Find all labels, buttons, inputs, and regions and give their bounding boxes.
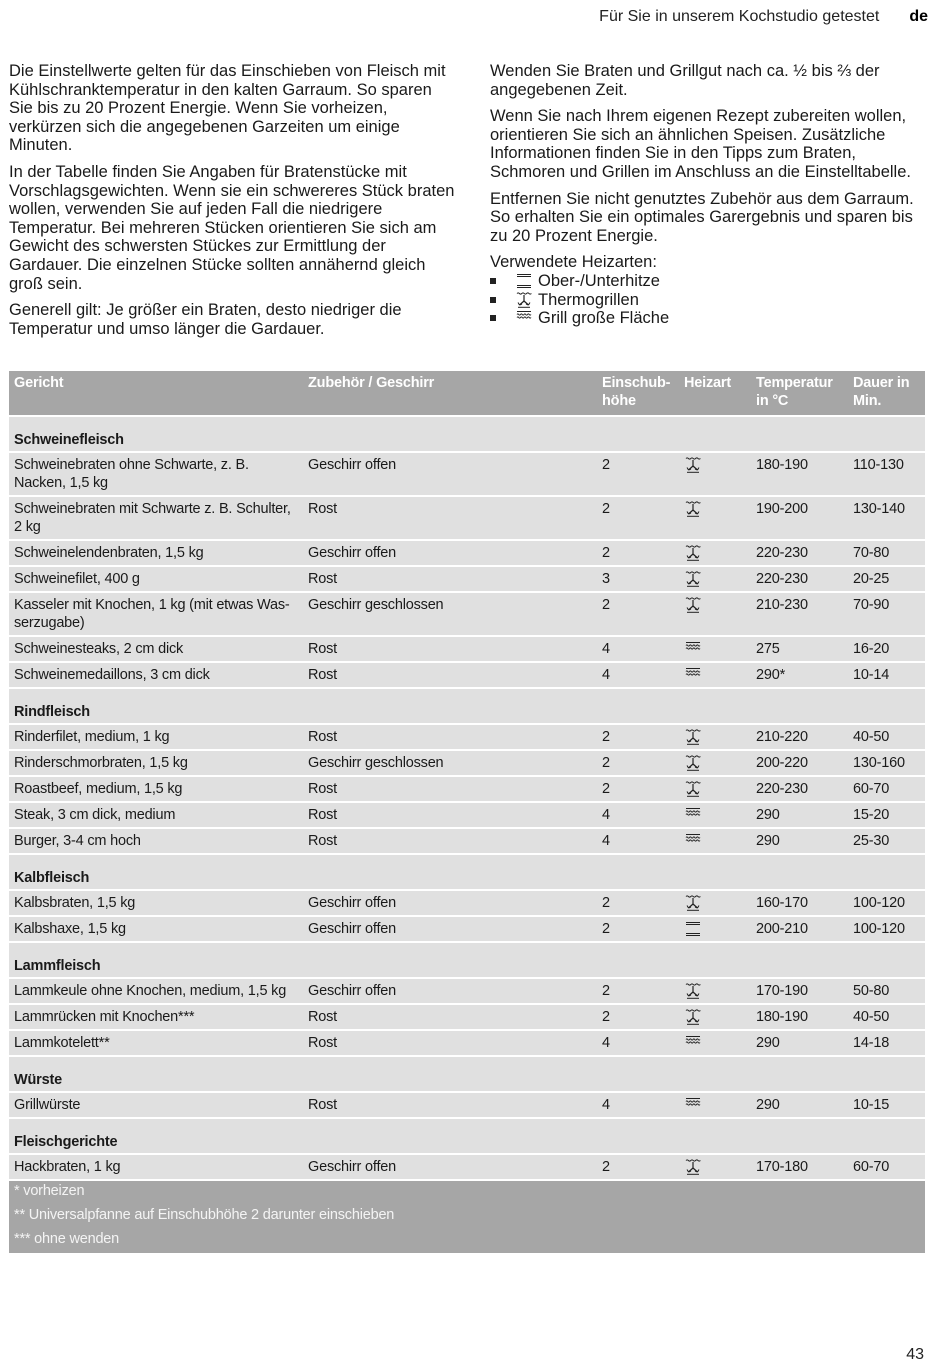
cell-heizart bbox=[679, 540, 751, 566]
header-title: Für Sie in unserem Kochstudio getestet bbox=[599, 8, 880, 25]
footnote-row bbox=[9, 1227, 925, 1253]
cell-temperatur: 290 bbox=[751, 828, 848, 854]
cell-temperatur: 220-230 bbox=[751, 776, 848, 802]
cell-temperatur: 190-200 bbox=[751, 496, 848, 540]
cell-dauer: 110-130 bbox=[848, 452, 925, 496]
cell-dauer: 130-160 bbox=[848, 750, 925, 776]
cell-dauer: 60-70 bbox=[848, 1154, 925, 1180]
footnote-text: ** Universalpfanne auf Einschubhöhe 2 darunter einschieben bbox=[9, 1203, 925, 1227]
table-row bbox=[9, 496, 925, 540]
intro-paragraph: Wenn Sie nach Ihrem eigenen Rezept zubereiten wollen, orientieren Sie sich an ähnlichen Speisen. Zusätzliche Informationen finden Sie in den Tipps zum Braten, Schmoren und Grillen im Anschluss an die Einstelltabelle. bbox=[490, 107, 911, 181]
cell-zubehoer: Geschirr offen bbox=[303, 1154, 597, 1180]
cell-einschub: 4 bbox=[597, 636, 679, 662]
cell-temperatur: 160-170 bbox=[751, 890, 848, 916]
header-dauer-line2: Min. bbox=[853, 393, 882, 409]
table-row bbox=[9, 1154, 925, 1180]
heizart-label: Grill große Fläche bbox=[538, 309, 670, 328]
cell-dauer: 50-80 bbox=[848, 978, 925, 1004]
cell-zubehoer: Rost bbox=[303, 802, 597, 828]
cell-dauer: 20-25 bbox=[848, 566, 925, 592]
thermogrill-icon bbox=[514, 292, 534, 308]
cell-temperatur: 290 bbox=[751, 1030, 848, 1056]
cell-zubehoer: Geschirr geschlossen bbox=[303, 750, 597, 776]
cell-zubehoer: Rost bbox=[303, 724, 597, 750]
cell-zubehoer: Geschirr offen bbox=[303, 540, 597, 566]
thermogrill-icon bbox=[684, 755, 702, 771]
cell-einschub: 2 bbox=[597, 890, 679, 916]
heizart-label: Thermogrillen bbox=[538, 290, 639, 309]
language-code: de bbox=[909, 8, 928, 25]
category-row bbox=[9, 1056, 925, 1092]
cell-dauer: 15-20 bbox=[848, 802, 925, 828]
heizart-item-grill bbox=[490, 309, 925, 328]
intro-left-column bbox=[9, 62, 459, 346]
cell-heizart bbox=[679, 724, 751, 750]
header-temperatur-line1: Temperatur bbox=[756, 375, 833, 391]
bullet-icon bbox=[490, 278, 496, 284]
table-row bbox=[9, 662, 925, 688]
cell-einschub: 2 bbox=[597, 916, 679, 942]
table-row bbox=[9, 592, 925, 636]
cell-temperatur: 220-230 bbox=[751, 540, 848, 566]
cell-zubehoer: Geschirr offen bbox=[303, 890, 597, 916]
cell-temperatur: 170-180 bbox=[751, 1154, 848, 1180]
cell-gericht: Lammrücken mit Knochen*** bbox=[9, 1004, 303, 1030]
cell-gericht: Kasseler mit Knochen, 1 kg (mit etwas Was-serzugabe) bbox=[9, 592, 303, 636]
cell-heizart bbox=[679, 496, 751, 540]
thermogrill-icon bbox=[684, 571, 702, 587]
cell-dauer: 70-90 bbox=[848, 592, 925, 636]
cell-einschub: 2 bbox=[597, 496, 679, 540]
cell-temperatur: 200-210 bbox=[751, 916, 848, 942]
table-row bbox=[9, 452, 925, 496]
grill-large-icon bbox=[684, 1035, 702, 1051]
cell-gericht: Rinderschmorbraten, 1,5 kg bbox=[9, 750, 303, 776]
cell-heizart bbox=[679, 890, 751, 916]
grill-large-icon bbox=[514, 310, 534, 326]
cell-heizart bbox=[679, 452, 751, 496]
cell-dauer: 60-70 bbox=[848, 776, 925, 802]
cell-temperatur: 200-220 bbox=[751, 750, 848, 776]
footnote-text: *** ohne wenden bbox=[9, 1227, 925, 1253]
cell-temperatur: 210-220 bbox=[751, 724, 848, 750]
cell-heizart bbox=[679, 1092, 751, 1118]
top-bottom-heat-icon bbox=[684, 921, 702, 937]
cell-dauer: 100-120 bbox=[848, 890, 925, 916]
category-title: Kalbfleisch bbox=[9, 854, 925, 890]
thermogrill-icon bbox=[684, 895, 702, 911]
cell-gericht: Schweinemedaillons, 3 cm dick bbox=[9, 662, 303, 688]
category-row bbox=[9, 854, 925, 890]
intro-paragraph: In der Tabelle finden Sie Angaben für Bratenstücke mit Vorschlagsgewichten. Wenn sie ein schwereres Stück braten wollen, verwenden Sie auf jeden Fall die niedrigere Temperatur. Bei mehreren Stücken orientieren Sie sich am Gewicht des schwersten Stückes zur Ermittlung der Gardauer. Die einzelnen Stücke sollten annähernd gleich groß sein. bbox=[9, 162, 455, 293]
cell-einschub: 4 bbox=[597, 1092, 679, 1118]
cell-zubehoer: Geschirr geschlossen bbox=[303, 592, 597, 636]
category-row bbox=[9, 1118, 925, 1154]
grill-large-icon bbox=[684, 833, 702, 849]
cell-temperatur: 180-190 bbox=[751, 1004, 848, 1030]
cell-zubehoer: Rost bbox=[303, 1092, 597, 1118]
heizarten-list bbox=[490, 272, 925, 328]
cell-heizart bbox=[679, 978, 751, 1004]
cell-zubehoer: Rost bbox=[303, 1004, 597, 1030]
cell-gericht: Schweinebraten mit Schwarte z. B. Schulter, 2 kg bbox=[9, 496, 303, 540]
cell-temperatur: 210-230 bbox=[751, 592, 848, 636]
cell-einschub: 4 bbox=[597, 1030, 679, 1056]
thermogrill-icon bbox=[684, 781, 702, 797]
category-title: Würste bbox=[9, 1056, 925, 1092]
header-gericht: Gericht bbox=[9, 371, 303, 416]
cell-heizart bbox=[679, 802, 751, 828]
table-row bbox=[9, 636, 925, 662]
cell-gericht: Roastbeef, medium, 1,5 kg bbox=[9, 776, 303, 802]
cell-heizart bbox=[679, 592, 751, 636]
cell-einschub: 4 bbox=[597, 828, 679, 854]
cell-dauer: 100-120 bbox=[848, 916, 925, 942]
heizarten-label: Verwendete Heizarten: bbox=[490, 253, 657, 272]
footnote-row bbox=[9, 1203, 925, 1227]
grill-large-icon bbox=[684, 641, 702, 657]
header-zubehoer: Zubehör / Geschirr bbox=[303, 371, 597, 416]
cell-dauer: 25-30 bbox=[848, 828, 925, 854]
cell-gericht: Lammkotelett** bbox=[9, 1030, 303, 1056]
cell-zubehoer: Rost bbox=[303, 776, 597, 802]
cell-einschub: 3 bbox=[597, 566, 679, 592]
cell-dauer: 70-80 bbox=[848, 540, 925, 566]
header-temperatur-line2: in °C bbox=[756, 393, 789, 409]
cell-zubehoer: Geschirr offen bbox=[303, 978, 597, 1004]
cell-heizart bbox=[679, 636, 751, 662]
cell-temperatur: 180-190 bbox=[751, 452, 848, 496]
bullet-icon bbox=[490, 297, 496, 303]
table-row bbox=[9, 802, 925, 828]
cell-einschub: 4 bbox=[597, 802, 679, 828]
cell-dauer: 10-15 bbox=[848, 1092, 925, 1118]
table-row bbox=[9, 566, 925, 592]
thermogrill-icon bbox=[684, 983, 702, 999]
top-bottom-heat-icon bbox=[514, 273, 534, 289]
cell-temperatur: 170-190 bbox=[751, 978, 848, 1004]
cell-zubehoer: Rost bbox=[303, 662, 597, 688]
cell-temperatur: 290 bbox=[751, 802, 848, 828]
cell-gericht: Schweinesteaks, 2 cm dick bbox=[9, 636, 303, 662]
heizart-item-thermogrill bbox=[490, 291, 925, 310]
thermogrill-icon bbox=[684, 457, 702, 473]
table-row bbox=[9, 776, 925, 802]
cell-zubehoer: Rost bbox=[303, 566, 597, 592]
cell-heizart bbox=[679, 776, 751, 802]
cell-heizart bbox=[679, 662, 751, 688]
cell-einschub: 2 bbox=[597, 1154, 679, 1180]
cell-temperatur: 290 bbox=[751, 1092, 848, 1118]
intro-paragraph: Entfernen Sie nicht genutztes Zubehör aus dem Garraum. So erhalten Sie ein optimales Garergebnis und sparen bis zu 20 Prozent Energie. bbox=[490, 189, 914, 245]
cell-zubehoer: Geschirr offen bbox=[303, 916, 597, 942]
cell-zubehoer: Rost bbox=[303, 1030, 597, 1056]
cell-einschub: 2 bbox=[597, 750, 679, 776]
cell-einschub: 4 bbox=[597, 662, 679, 688]
header-einschub bbox=[597, 371, 679, 416]
category-row bbox=[9, 942, 925, 978]
cell-einschub: 2 bbox=[597, 724, 679, 750]
footnote-text: * vorheizen bbox=[9, 1180, 925, 1203]
cell-heizart bbox=[679, 1004, 751, 1030]
heizart-label: Ober-/Unterhitze bbox=[538, 271, 660, 290]
table-row bbox=[9, 1030, 925, 1056]
table-row bbox=[9, 540, 925, 566]
intro-paragraph: Die Einstellwerte gelten für das Einschieben von Fleisch mit Kühlschranktemperatur in den kalten Garraum. So sparen Sie bis zu 20 Prozent Energie. Wenn Sie vorheizen, verkürzen sich die angegebenen Garzeiten um einige Minuten. bbox=[9, 62, 446, 155]
table-row bbox=[9, 978, 925, 1004]
cell-temperatur: 290* bbox=[751, 662, 848, 688]
cell-gericht: Burger, 3-4 cm hoch bbox=[9, 828, 303, 854]
cell-gericht: Steak, 3 cm dick, medium bbox=[9, 802, 303, 828]
cell-gericht: Schweinefilet, 400 g bbox=[9, 566, 303, 592]
intro-paragraph: Generell gilt: Je größer ein Braten, desto niedriger die Temperatur und umso länger die Gardauer. bbox=[9, 301, 402, 338]
cell-gericht: Schweinebraten ohne Schwarte, z. B. Nacken, 1,5 kg bbox=[9, 452, 303, 496]
cell-dauer: 10-14 bbox=[848, 662, 925, 688]
table-row bbox=[9, 750, 925, 776]
cell-dauer: 40-50 bbox=[848, 724, 925, 750]
bullet-icon bbox=[490, 315, 496, 321]
page-number: 43 bbox=[906, 1346, 924, 1363]
cell-gericht: Hackbraten, 1 kg bbox=[9, 1154, 303, 1180]
cell-gericht: Rinderfilet, medium, 1 kg bbox=[9, 724, 303, 750]
category-title: Fleischgerichte bbox=[9, 1118, 925, 1154]
cell-dauer: 14-18 bbox=[848, 1030, 925, 1056]
thermogrill-icon bbox=[684, 1159, 702, 1175]
cell-einschub: 2 bbox=[597, 592, 679, 636]
category-row bbox=[9, 416, 925, 452]
cell-heizart bbox=[679, 916, 751, 942]
category-title: Lammfleisch bbox=[9, 942, 925, 978]
heizart-item-top-bottom bbox=[490, 272, 925, 291]
cell-gericht: Kalbshaxe, 1,5 kg bbox=[9, 916, 303, 942]
table-header-row bbox=[9, 371, 925, 416]
cell-heizart bbox=[679, 566, 751, 592]
table-body bbox=[9, 416, 925, 1253]
header-dauer bbox=[848, 371, 925, 416]
thermogrill-icon bbox=[684, 729, 702, 745]
cell-dauer: 130-140 bbox=[848, 496, 925, 540]
grill-large-icon bbox=[684, 667, 702, 683]
thermogrill-icon bbox=[684, 1009, 702, 1025]
cell-einschub: 2 bbox=[597, 1004, 679, 1030]
cell-zubehoer: Rost bbox=[303, 828, 597, 854]
cell-gericht: Lammkeule ohne Knochen, medium, 1,5 kg bbox=[9, 978, 303, 1004]
table-row bbox=[9, 1092, 925, 1118]
cell-heizart bbox=[679, 1030, 751, 1056]
cell-gericht: Grillwürste bbox=[9, 1092, 303, 1118]
cell-heizart bbox=[679, 750, 751, 776]
category-title: Schweinefleisch bbox=[9, 416, 925, 452]
cell-temperatur: 220-230 bbox=[751, 566, 848, 592]
settings-table bbox=[9, 371, 925, 1253]
cell-dauer: 16-20 bbox=[848, 636, 925, 662]
cell-temperatur: 275 bbox=[751, 636, 848, 662]
thermogrill-icon bbox=[684, 545, 702, 561]
intro-right-column bbox=[490, 62, 925, 328]
cell-zubehoer: Rost bbox=[303, 636, 597, 662]
table-row bbox=[9, 1004, 925, 1030]
table-row bbox=[9, 890, 925, 916]
grill-large-icon bbox=[684, 1097, 702, 1113]
cell-einschub: 2 bbox=[597, 540, 679, 566]
grill-large-icon bbox=[684, 807, 702, 823]
intro-paragraph: Wenden Sie Braten und Grillgut nach ca. ½ bis ⅔ der angegebenen Zeit. bbox=[490, 62, 880, 99]
table-row bbox=[9, 916, 925, 942]
header-einschub-line2: höhe bbox=[602, 393, 636, 409]
table-row bbox=[9, 724, 925, 750]
header-temperatur bbox=[751, 371, 848, 416]
category-title: Rindfleisch bbox=[9, 688, 925, 724]
thermogrill-icon bbox=[684, 597, 702, 613]
table-row bbox=[9, 828, 925, 854]
footnote-row bbox=[9, 1180, 925, 1203]
cell-dauer: 40-50 bbox=[848, 1004, 925, 1030]
page-header bbox=[599, 8, 928, 26]
category-row bbox=[9, 688, 925, 724]
thermogrill-icon bbox=[684, 501, 702, 517]
cell-heizart bbox=[679, 1154, 751, 1180]
cell-zubehoer: Geschirr offen bbox=[303, 452, 597, 496]
cell-zubehoer: Rost bbox=[303, 496, 597, 540]
cell-einschub: 2 bbox=[597, 978, 679, 1004]
header-einschub-line1: Einschub- bbox=[602, 375, 671, 391]
cell-einschub: 2 bbox=[597, 452, 679, 496]
cell-einschub: 2 bbox=[597, 776, 679, 802]
cell-gericht: Kalbsbraten, 1,5 kg bbox=[9, 890, 303, 916]
cell-heizart bbox=[679, 828, 751, 854]
header-dauer-line1: Dauer in bbox=[853, 375, 910, 391]
header-heizart: Heizart bbox=[679, 371, 751, 416]
cell-gericht: Schweinelendenbraten, 1,5 kg bbox=[9, 540, 303, 566]
